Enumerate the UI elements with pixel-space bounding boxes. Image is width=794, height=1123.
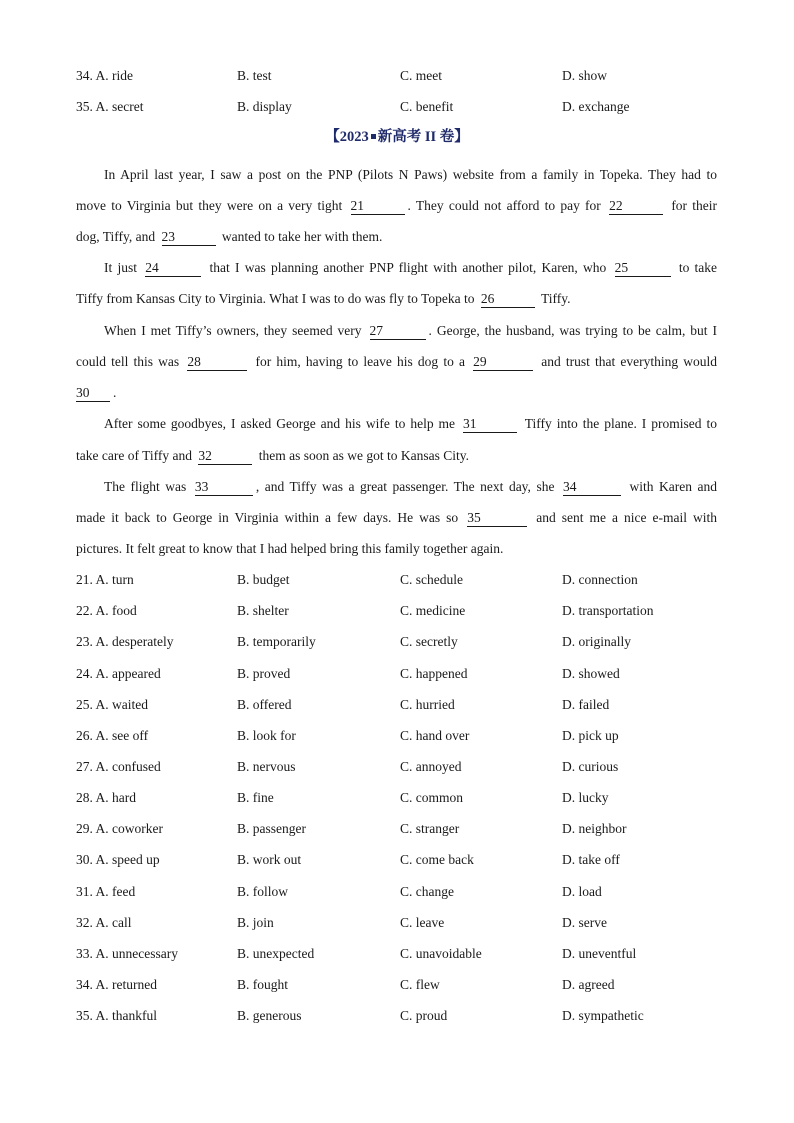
blank-35[interactable]: 35 (467, 510, 527, 527)
passage-text: When I met Tiffy’s owners, they seemed very (104, 323, 362, 338)
option-a[interactable]: 28. A. hard (76, 790, 136, 805)
option-d[interactable]: D. load (562, 883, 602, 899)
passage-text: wanted to take her with them. (221, 229, 383, 244)
option-a[interactable]: 31. A. feed (76, 883, 136, 899)
passage-line (76, 164, 717, 186)
option-b[interactable]: B. temporarily (237, 634, 316, 650)
passage-text: Tiffy from Kansas City to Virginia. What I was to do was fly to Topeka to (76, 291, 475, 306)
option-c[interactable]: C. schedule (400, 572, 463, 587)
option-d: D. show (562, 68, 608, 83)
passage-line (76, 351, 717, 373)
option-d[interactable]: D. serve (562, 914, 607, 930)
passage-text: that I was planning another PNP flight with another pilot, Karen, who (209, 260, 607, 275)
option-a[interactable]: 34. A. returned (76, 977, 157, 992)
heading-year: 【2023 (325, 129, 369, 145)
blank-26[interactable]: 26 (481, 291, 535, 308)
passage-text: . George, the husband, was trying to be calm, but I (428, 323, 717, 338)
passage-text: for their (671, 198, 718, 213)
blank-21[interactable]: 21 (351, 198, 405, 215)
option-a[interactable]: 30. A. speed up (76, 852, 160, 868)
passage-text: . They could not afford to pay for (407, 198, 601, 213)
passage-line (76, 226, 717, 248)
option-b: B. test (237, 68, 272, 83)
option-b[interactable]: B. generous (237, 1008, 302, 1024)
passage-text: for him, having to leave his dog to a (255, 354, 465, 369)
option-a[interactable]: 26. A. see off (76, 727, 149, 743)
blank-34[interactable]: 34 (563, 479, 621, 496)
option-b[interactable]: B. work out (237, 852, 302, 868)
passage-line (76, 288, 717, 310)
passage-text: dog, Tiffy, and (76, 229, 156, 244)
passage-text: It just (104, 260, 137, 275)
blank-30[interactable]: 30 (76, 385, 110, 402)
option-c[interactable]: C. come back (400, 852, 474, 868)
blank-23[interactable]: 23 (162, 229, 216, 246)
option-d[interactable]: D. pick up (562, 727, 619, 743)
option-a[interactable]: 24. A. appeared (76, 665, 161, 681)
option-d[interactable]: D. transportation (562, 603, 654, 619)
passage-text: could tell this was (76, 354, 180, 369)
passage-line (76, 476, 717, 498)
passage-line (76, 507, 717, 529)
option-b[interactable]: B. offered (237, 696, 292, 712)
option-b[interactable]: B. budget (237, 572, 290, 587)
blank-32[interactable]: 32 (198, 448, 252, 465)
passage-text: pictures. It felt great to know that I had helped bring this family together again. (76, 541, 504, 556)
passage-line (76, 382, 717, 404)
option-c[interactable]: C. proud (400, 1008, 448, 1024)
option-c[interactable]: C. common (400, 790, 463, 805)
option-d[interactable]: D. uneventful (562, 945, 637, 961)
option-c[interactable]: C. happened (400, 665, 468, 681)
square-bullet-icon (371, 134, 376, 139)
option-c[interactable]: C. leave (400, 914, 445, 930)
option-c[interactable]: C. hurried (400, 696, 455, 712)
option-b[interactable]: B. proved (237, 665, 291, 681)
option-b[interactable]: B. nervous (237, 758, 296, 774)
option-b[interactable]: B. follow (237, 883, 289, 899)
passage-text: them as soon as we got to Kansas City. (258, 448, 469, 463)
option-c[interactable]: C. stranger (400, 821, 460, 837)
passage-text: take care of Tiffy and (76, 448, 192, 463)
option-c[interactable]: C. medicine (400, 603, 466, 619)
option-b[interactable]: B. passenger (237, 821, 306, 837)
option-b[interactable]: B. fought (237, 977, 289, 992)
passage-text: and trust that everything would (541, 354, 718, 369)
option-c: C. benefit (400, 99, 454, 114)
blank-25[interactable]: 25 (615, 260, 671, 277)
option-c[interactable]: C. secretly (400, 634, 458, 650)
blank-22[interactable]: 22 (609, 198, 663, 215)
passage-text: The flight was (104, 479, 187, 494)
option-d: D. exchange (562, 99, 630, 114)
passage-text: . (113, 385, 117, 400)
option-d[interactable]: D. originally (562, 634, 631, 650)
passage-text: and sent me a nice e-mail with (536, 510, 717, 525)
option-c[interactable]: C. unavoidable (400, 945, 482, 961)
blank-31[interactable]: 31 (463, 416, 517, 433)
option-b: B. display (237, 99, 292, 114)
passage-text: Tiffy into the plane. I promised to (524, 416, 717, 431)
option-c[interactable]: C. change (400, 883, 454, 899)
blank-24[interactable]: 24 (145, 260, 201, 277)
option-d[interactable]: D. lucky (562, 790, 609, 805)
option-a[interactable]: 29. A. coworker (76, 821, 163, 837)
option-a[interactable]: 32. A. call (76, 914, 132, 930)
heading-title: 新高考 II 卷】 (377, 129, 469, 145)
passage-line (76, 538, 717, 560)
option-b[interactable]: B. fine (237, 790, 274, 805)
passage-text: to take (678, 260, 718, 275)
option-d[interactable]: D. agreed (562, 977, 615, 992)
option-a: 35. A. secret (76, 99, 144, 114)
option-d[interactable]: D. connection (562, 572, 638, 587)
option-a: 34. A. ride (76, 68, 133, 83)
passage-line (76, 195, 717, 217)
option-d[interactable]: D. curious (562, 758, 619, 774)
option-d[interactable]: D. failed (562, 696, 610, 712)
passage-line (76, 320, 717, 342)
option-b[interactable]: B. look for (237, 727, 296, 743)
passage-text: move to Virginia but they were on a very tight (76, 198, 343, 213)
option-a[interactable]: 35. A. thankful (76, 1008, 157, 1024)
blank-28[interactable]: 28 (187, 354, 247, 371)
option-a[interactable]: 33. A. unnecessary (76, 945, 178, 961)
passage-text: After some goodbyes, I asked George and his wife to help me (104, 416, 456, 431)
blank-33[interactable]: 33 (195, 479, 253, 496)
passage-line (76, 413, 717, 435)
option-d[interactable]: D. showed (562, 665, 620, 681)
option-c[interactable]: C. annoyed (400, 758, 462, 774)
option-b[interactable]: B. shelter (237, 603, 289, 619)
option-b[interactable]: B. join (237, 914, 274, 930)
option-c[interactable]: C. hand over (400, 727, 470, 743)
passage-text: made it back to George in Virginia within a few days. He was so (76, 510, 459, 525)
passage-line (76, 445, 717, 467)
option-a[interactable]: 22. A. food (76, 603, 137, 619)
option-a[interactable]: 21. A. turn (76, 572, 134, 587)
passage-line (76, 257, 717, 279)
option-d[interactable]: D. neighbor (562, 821, 627, 837)
blank-27[interactable]: 27 (370, 323, 426, 340)
blank-29[interactable]: 29 (473, 354, 533, 371)
option-d[interactable]: D. sympathetic (562, 1008, 644, 1024)
option-a[interactable]: 23. A. desperately (76, 634, 174, 650)
passage-text: with Karen and (629, 479, 718, 494)
passage-text: In April last year, I saw a post on the PNP (Pilots N Paws) website from a family in Topeka. They had to (104, 167, 717, 182)
option-b[interactable]: B. unexpected (237, 945, 315, 961)
section-heading (0, 127, 794, 147)
option-c[interactable]: C. flew (400, 977, 440, 992)
passage-text: , and Tiffy was a great passenger. The next day, she (255, 479, 555, 494)
option-a[interactable]: 25. A. waited (76, 696, 148, 712)
option-a[interactable]: 27. A. confused (76, 758, 161, 774)
passage-text: Tiffy. (540, 291, 571, 306)
option-d[interactable]: D. take off (562, 852, 620, 868)
option-c: C. meet (400, 68, 442, 83)
